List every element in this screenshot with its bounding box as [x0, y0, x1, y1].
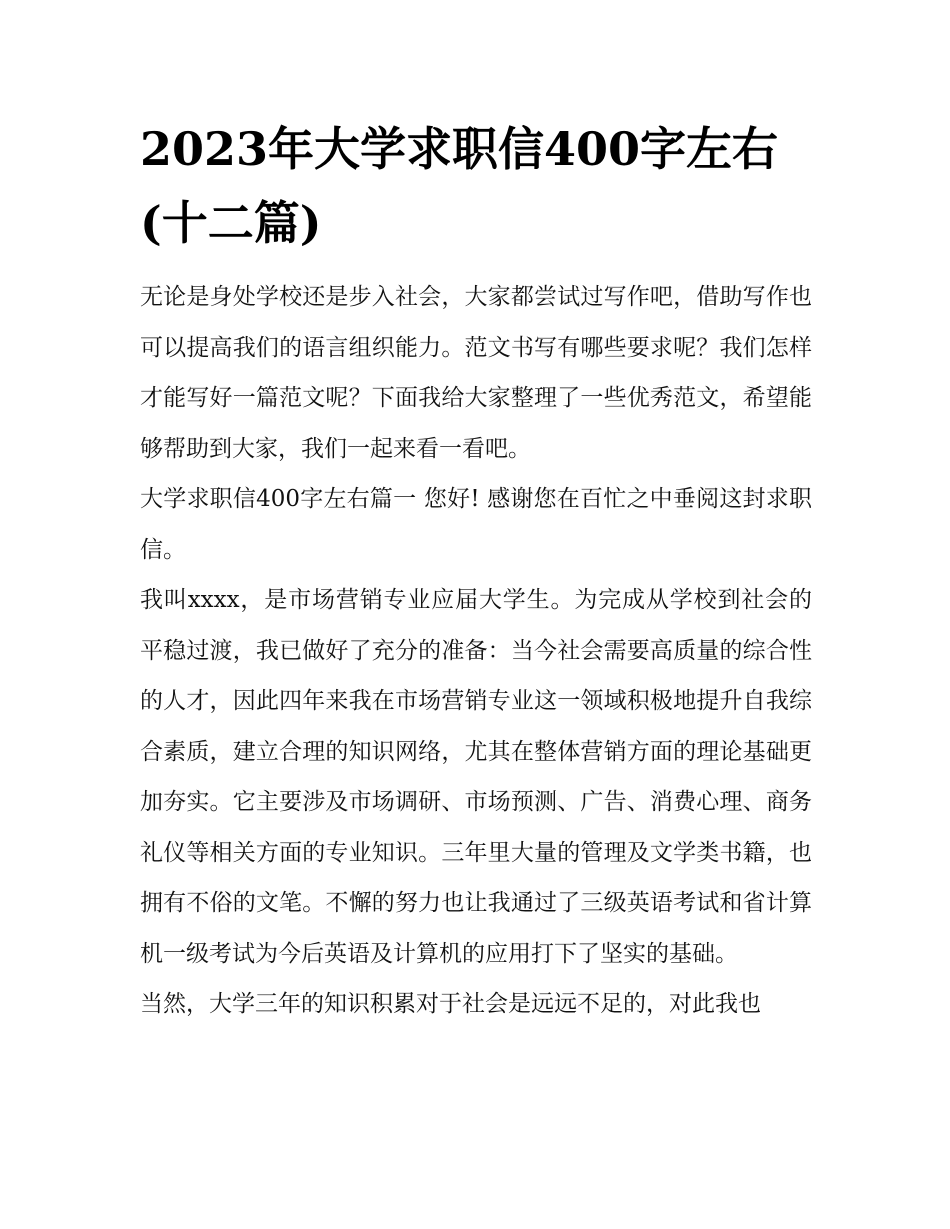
letter-body-paragraph: 我叫xxxx，是市场营销专业应届大学生。为完成从学校到社会的平稳过渡，我已做好了充分的准备：当今社会需要高质量的综合性的人才，因此四年来我在市场营销专业这一领域积极地提升自我综合素质，建立合理的知识网络，尤其在整体营销方面的理论基础更加夯实。它主要涉及市场调研、市场预测、广告、消费心理、商务礼仪等相关方面的专业知识。三年里大量的管理及文学类书籍，也拥有不俗的文笔。不懈的努力也让我通过了三级英语考试和省计算机一级考试为今后英语及计算机的应用打下了坚实的基础。	[140, 587, 812, 967]
document-title: 2023年大学求职信400字左右(十二篇)	[140, 122, 779, 250]
document-body	[140, 112, 812, 1030]
letter-continuation-paragraph: 当然，大学三年的知识积累对于社会是远远不足的，对此我也	[140, 991, 761, 1017]
intro-paragraph: 无论是身处学校还是步入社会，大家都尝试过写作吧，借助写作也可以提高我们的语言组织能力。范文书写有哪些要求呢？我们怎样才能写好一篇范文呢？下面我给大家整理了一些优秀范文，希望能够帮助到大家，我们一起来看一看吧。	[140, 284, 812, 462]
letter-greeting-paragraph: 大学求职信400字左右篇一 您好! 感谢您在百忙之中垂阅这封求职信。	[140, 486, 812, 563]
